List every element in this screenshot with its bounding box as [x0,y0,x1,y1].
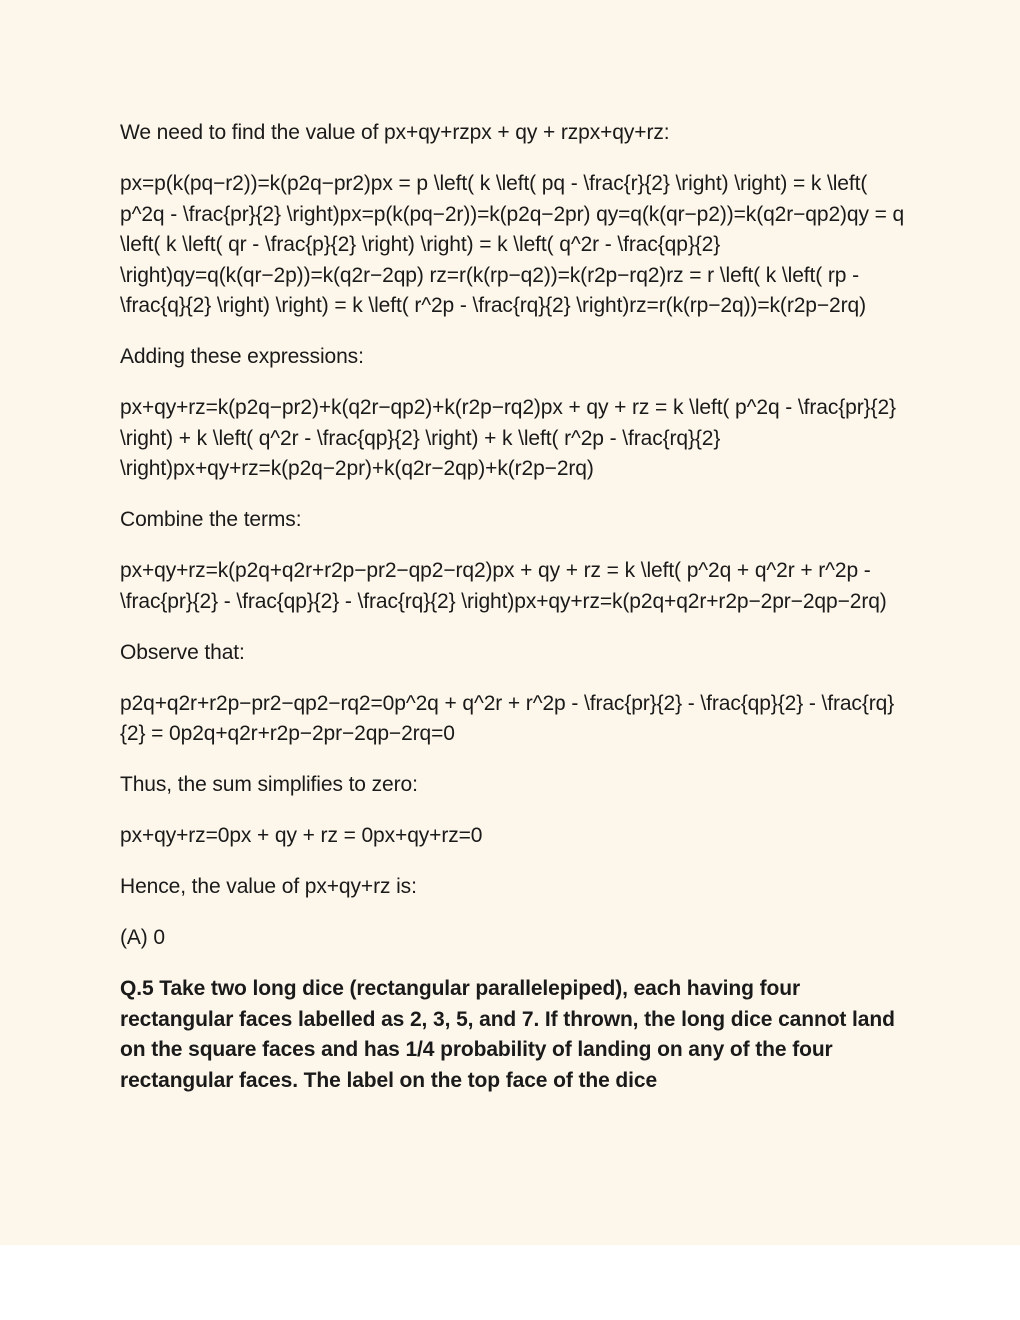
combine-heading: Combine the terms: [120,508,302,531]
observe-heading: Observe that: [120,640,245,664]
intro-text: We need to find the value of px+qy+rzpx + qy + rzpx+qy+rz: [120,121,670,144]
combined-expression: px+qy+rz=k(p2q+q2r+r2p−pr2−qp2−rq2)px + qy + rz = k \left( p^2q + q^2r + r^2p - \frac{pr}{2} - \frac{qp}{2} - \frac{rq}{2} \right)px+qy+rz=k(p2q+q2r+r2p−2pr−2qp−2rq) [120,559,887,613]
sum-expression: px+qy+rz=k(p2q−pr2)+k(q2r−qp2)+k(r2p−rq2)px + qy + rz = k \left( p^2q - \frac{pr}{2} \right) + k \left( q^2r - \frac{qp}{2} \right) + k \left( r^2p - \frac{rq}{2} \right)px+qy+rz=k(p2q−2pr)+k(q2r−2qp)+k(r2p−2rq) [120,396,896,480]
adding-heading: Adding these expressions: [120,345,364,368]
answer-lead: Hence, the value of px+qy+rz is: [120,875,417,898]
question-5: Q.5 Take two long dice (rectangular parallelepiped), each having four rectangular faces labelled as 2, 3, 5, and 7. If thrown, the long dice cannot land on the square faces and has 1/4 probability of landing on any of the four rectangular faces. The label on the top face of the dice [120,977,895,1092]
observation-expression: p2q+q2r+r2p−pr2−qp2−rq2=0p^2q + q^2r + r^2p - \frac{pr}{2} - \frac{qp}{2} - \frac{rq}{2} = 0p2q+q2r+r2p−2pr−2qp−2rq=0 [120,691,895,745]
conclusion-heading: Thus, the sum simplifies to zero: [120,773,418,796]
document-content [120,118,905,1096]
zero-sum-expression: px+qy+rz=0px + qy + rz = 0px+qy+rz=0 [120,824,483,847]
substitution-expressions: px=p(k(pq−r2))=k(p2q−pr2)px = p \left( k \left( pq - \frac{r}{2} \right) \right) = k \left( p^2q - \frac{pr}{2} \right)px=p(k(pq−2r))=k(p2q−2pr) qy=q(k(qr−p2))=k(q2r−qp2)qy = q \left( k \left( qr - \frac{p}{2} \right) \right) = k \left( q^2r - \frac{qp}{2} \right)qy=q(k(qr−2p))=k(q2r−2qp) rz=r(k(rp−q2))=k(r2p−rq2)rz = r \left( k \left( rp - \frac{q}{2} \right) \right) = k \left( r^2p - \frac{rq}{2} \right)rz=r(k(rp−2q))=k(r2p−2rq) [120,172,905,317]
answer-choice: (A) 0 [120,926,166,949]
